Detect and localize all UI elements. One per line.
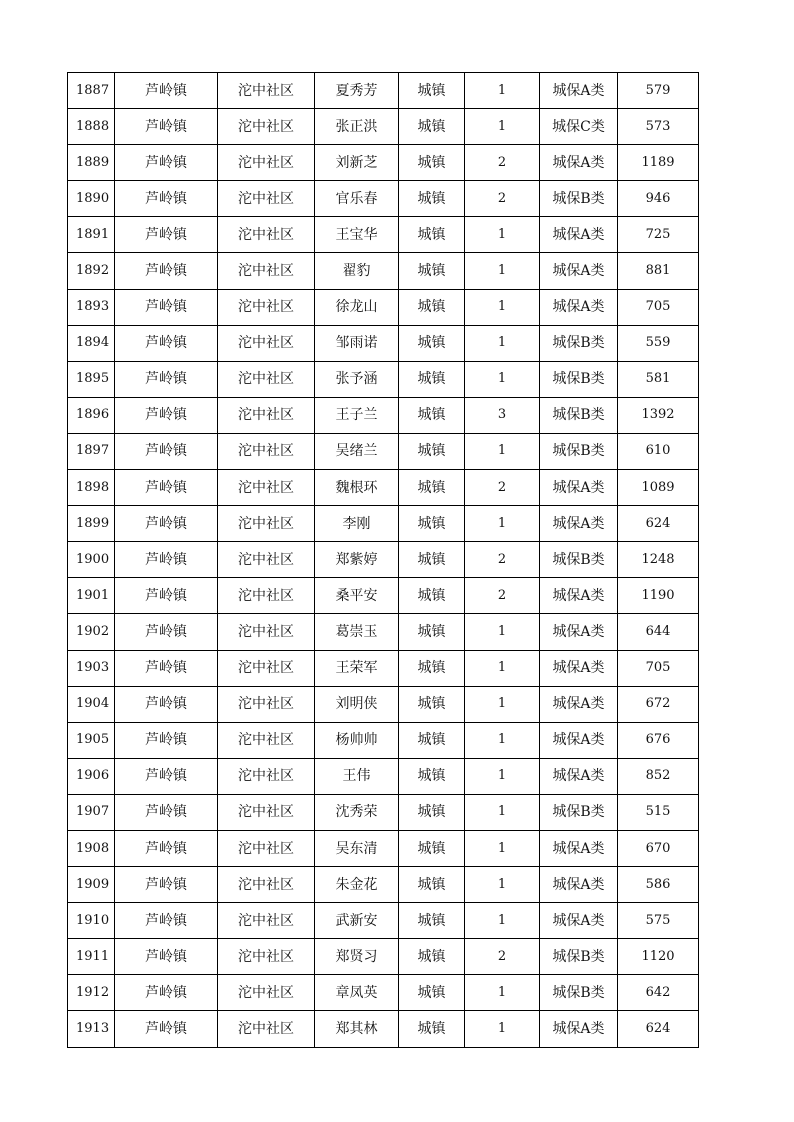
town-cell: 芦岭镇	[115, 542, 218, 578]
area-type-cell: 城镇	[399, 506, 465, 542]
area-type-cell: 城镇	[399, 686, 465, 722]
town-cell: 芦岭镇	[115, 830, 218, 866]
community-cell: 沱中社区	[218, 758, 315, 794]
serial-number-cell: 1898	[68, 470, 115, 506]
household-count-cell: 2	[465, 578, 540, 614]
amount-cell: 881	[618, 253, 699, 289]
community-cell: 沱中社区	[218, 686, 315, 722]
town-cell: 芦岭镇	[115, 361, 218, 397]
serial-number-cell: 1905	[68, 722, 115, 758]
household-count-cell: 1	[465, 73, 540, 109]
amount-cell: 515	[618, 794, 699, 830]
table-row	[68, 506, 699, 542]
town-cell: 芦岭镇	[115, 578, 218, 614]
community-cell: 沱中社区	[218, 830, 315, 866]
person-name-cell: 郑贤习	[315, 939, 399, 975]
amount-cell: 559	[618, 325, 699, 361]
person-name-cell: 武新安	[315, 903, 399, 939]
table-row	[68, 939, 699, 975]
community-cell: 沱中社区	[218, 73, 315, 109]
household-count-cell: 1	[465, 650, 540, 686]
household-count-cell: 2	[465, 145, 540, 181]
area-type-cell: 城镇	[399, 794, 465, 830]
amount-cell: 852	[618, 758, 699, 794]
town-cell: 芦岭镇	[115, 397, 218, 433]
serial-number-cell: 1912	[68, 975, 115, 1011]
person-name-cell: 徐龙山	[315, 289, 399, 325]
category-cell: 城保A类	[540, 145, 618, 181]
category-cell: 城保A类	[540, 650, 618, 686]
category-cell: 城保A类	[540, 506, 618, 542]
area-type-cell: 城镇	[399, 903, 465, 939]
table-row	[68, 650, 699, 686]
category-cell: 城保A类	[540, 217, 618, 253]
town-cell: 芦岭镇	[115, 433, 218, 469]
serial-number-cell: 1906	[68, 758, 115, 794]
amount-cell: 705	[618, 289, 699, 325]
amount-cell: 676	[618, 722, 699, 758]
table-row	[68, 975, 699, 1011]
town-cell: 芦岭镇	[115, 145, 218, 181]
community-cell: 沱中社区	[218, 109, 315, 145]
community-cell: 沱中社区	[218, 794, 315, 830]
table-row	[68, 289, 699, 325]
table-row	[68, 867, 699, 903]
serial-number-cell: 1903	[68, 650, 115, 686]
person-name-cell: 刘明侠	[315, 686, 399, 722]
town-cell: 芦岭镇	[115, 109, 218, 145]
category-cell: 城保B类	[540, 397, 618, 433]
amount-cell: 644	[618, 614, 699, 650]
amount-cell: 624	[618, 506, 699, 542]
area-type-cell: 城镇	[399, 109, 465, 145]
household-count-cell: 2	[465, 181, 540, 217]
category-cell: 城保A类	[540, 1011, 618, 1047]
amount-cell: 1248	[618, 542, 699, 578]
category-cell: 城保A类	[540, 758, 618, 794]
amount-cell: 579	[618, 73, 699, 109]
area-type-cell: 城镇	[399, 289, 465, 325]
person-name-cell: 杨帅帅	[315, 722, 399, 758]
table-body	[68, 73, 699, 1048]
category-cell: 城保A类	[540, 578, 618, 614]
household-count-cell: 1	[465, 867, 540, 903]
category-cell: 城保B类	[540, 542, 618, 578]
table-row	[68, 433, 699, 469]
person-name-cell: 王子兰	[315, 397, 399, 433]
community-cell: 沱中社区	[218, 289, 315, 325]
category-cell: 城保B类	[540, 939, 618, 975]
person-name-cell: 刘新芝	[315, 145, 399, 181]
category-cell: 城保B类	[540, 433, 618, 469]
household-count-cell: 1	[465, 686, 540, 722]
household-count-cell: 1	[465, 325, 540, 361]
table-row	[68, 470, 699, 506]
town-cell: 芦岭镇	[115, 794, 218, 830]
town-cell: 芦岭镇	[115, 650, 218, 686]
town-cell: 芦岭镇	[115, 975, 218, 1011]
category-cell: 城保B类	[540, 181, 618, 217]
person-name-cell: 郑紫婷	[315, 542, 399, 578]
area-type-cell: 城镇	[399, 867, 465, 903]
category-cell: 城保A类	[540, 903, 618, 939]
area-type-cell: 城镇	[399, 578, 465, 614]
amount-cell: 610	[618, 433, 699, 469]
household-count-cell: 1	[465, 903, 540, 939]
household-count-cell: 3	[465, 397, 540, 433]
table-row	[68, 109, 699, 145]
area-type-cell: 城镇	[399, 614, 465, 650]
category-cell: 城保A类	[540, 253, 618, 289]
area-type-cell: 城镇	[399, 433, 465, 469]
serial-number-cell: 1889	[68, 145, 115, 181]
town-cell: 芦岭镇	[115, 867, 218, 903]
person-name-cell: 葛崇玉	[315, 614, 399, 650]
town-cell: 芦岭镇	[115, 73, 218, 109]
serial-number-cell: 1913	[68, 1011, 115, 1047]
table-row	[68, 686, 699, 722]
community-cell: 沱中社区	[218, 253, 315, 289]
household-count-cell: 1	[465, 506, 540, 542]
table-row	[68, 145, 699, 181]
town-cell: 芦岭镇	[115, 758, 218, 794]
amount-cell: 624	[618, 1011, 699, 1047]
serial-number-cell: 1896	[68, 397, 115, 433]
area-type-cell: 城镇	[399, 830, 465, 866]
household-count-cell: 1	[465, 794, 540, 830]
area-type-cell: 城镇	[399, 181, 465, 217]
area-type-cell: 城镇	[399, 361, 465, 397]
community-cell: 沱中社区	[218, 542, 315, 578]
town-cell: 芦岭镇	[115, 939, 218, 975]
person-name-cell: 张予涵	[315, 361, 399, 397]
area-type-cell: 城镇	[399, 650, 465, 686]
table-row	[68, 830, 699, 866]
area-type-cell: 城镇	[399, 939, 465, 975]
person-name-cell: 朱金花	[315, 867, 399, 903]
person-name-cell: 张正洪	[315, 109, 399, 145]
person-name-cell: 王荣军	[315, 650, 399, 686]
table-row	[68, 758, 699, 794]
table-row	[68, 903, 699, 939]
town-cell: 芦岭镇	[115, 181, 218, 217]
serial-number-cell: 1908	[68, 830, 115, 866]
household-count-cell: 1	[465, 433, 540, 469]
town-cell: 芦岭镇	[115, 217, 218, 253]
area-type-cell: 城镇	[399, 470, 465, 506]
serial-number-cell: 1901	[68, 578, 115, 614]
person-name-cell: 李刚	[315, 506, 399, 542]
household-count-cell: 1	[465, 614, 540, 650]
serial-number-cell: 1911	[68, 939, 115, 975]
amount-cell: 725	[618, 217, 699, 253]
person-name-cell: 魏根环	[315, 470, 399, 506]
category-cell: 城保B类	[540, 794, 618, 830]
person-name-cell: 王宝华	[315, 217, 399, 253]
household-count-cell: 1	[465, 217, 540, 253]
table-row	[68, 397, 699, 433]
area-type-cell: 城镇	[399, 73, 465, 109]
person-name-cell: 沈秀荣	[315, 794, 399, 830]
area-type-cell: 城镇	[399, 758, 465, 794]
amount-cell: 670	[618, 830, 699, 866]
table-row	[68, 361, 699, 397]
community-cell: 沱中社区	[218, 181, 315, 217]
serial-number-cell: 1900	[68, 542, 115, 578]
serial-number-cell: 1904	[68, 686, 115, 722]
serial-number-cell: 1902	[68, 614, 115, 650]
amount-cell: 581	[618, 361, 699, 397]
serial-number-cell: 1910	[68, 903, 115, 939]
person-name-cell: 翟豹	[315, 253, 399, 289]
category-cell: 城保A类	[540, 614, 618, 650]
amount-cell: 1392	[618, 397, 699, 433]
amount-cell: 672	[618, 686, 699, 722]
table-row	[68, 794, 699, 830]
category-cell: 城保A类	[540, 867, 618, 903]
town-cell: 芦岭镇	[115, 903, 218, 939]
community-cell: 沱中社区	[218, 650, 315, 686]
serial-number-cell: 1890	[68, 181, 115, 217]
community-cell: 沱中社区	[218, 1011, 315, 1047]
category-cell: 城保A类	[540, 830, 618, 866]
household-count-cell: 1	[465, 722, 540, 758]
community-cell: 沱中社区	[218, 397, 315, 433]
person-name-cell: 吴东清	[315, 830, 399, 866]
amount-cell: 1120	[618, 939, 699, 975]
community-cell: 沱中社区	[218, 470, 315, 506]
town-cell: 芦岭镇	[115, 253, 218, 289]
town-cell: 芦岭镇	[115, 686, 218, 722]
household-count-cell: 1	[465, 109, 540, 145]
household-count-cell: 2	[465, 470, 540, 506]
area-type-cell: 城镇	[399, 217, 465, 253]
community-cell: 沱中社区	[218, 722, 315, 758]
category-cell: 城保A类	[540, 73, 618, 109]
household-count-cell: 2	[465, 542, 540, 578]
community-cell: 沱中社区	[218, 903, 315, 939]
household-count-cell: 1	[465, 975, 540, 1011]
table-row	[68, 325, 699, 361]
serial-number-cell: 1909	[68, 867, 115, 903]
town-cell: 芦岭镇	[115, 506, 218, 542]
table-row	[68, 614, 699, 650]
person-name-cell: 官乐春	[315, 181, 399, 217]
category-cell: 城保A类	[540, 722, 618, 758]
area-type-cell: 城镇	[399, 397, 465, 433]
town-cell: 芦岭镇	[115, 470, 218, 506]
table-row	[68, 542, 699, 578]
area-type-cell: 城镇	[399, 145, 465, 181]
community-cell: 沱中社区	[218, 975, 315, 1011]
community-cell: 沱中社区	[218, 939, 315, 975]
area-type-cell: 城镇	[399, 325, 465, 361]
area-type-cell: 城镇	[399, 975, 465, 1011]
area-type-cell: 城镇	[399, 542, 465, 578]
community-cell: 沱中社区	[218, 867, 315, 903]
serial-number-cell: 1892	[68, 253, 115, 289]
category-cell: 城保B类	[540, 325, 618, 361]
person-name-cell: 郑其林	[315, 1011, 399, 1047]
table-row	[68, 578, 699, 614]
community-cell: 沱中社区	[218, 506, 315, 542]
household-count-cell: 1	[465, 758, 540, 794]
serial-number-cell: 1888	[68, 109, 115, 145]
table-row	[68, 1011, 699, 1047]
amount-cell: 946	[618, 181, 699, 217]
category-cell: 城保B类	[540, 361, 618, 397]
household-count-cell: 1	[465, 1011, 540, 1047]
serial-number-cell: 1899	[68, 506, 115, 542]
area-type-cell: 城镇	[399, 722, 465, 758]
amount-cell: 1190	[618, 578, 699, 614]
community-cell: 沱中社区	[218, 614, 315, 650]
table-row	[68, 181, 699, 217]
household-count-cell: 1	[465, 253, 540, 289]
table-row	[68, 217, 699, 253]
town-cell: 芦岭镇	[115, 614, 218, 650]
household-count-cell: 1	[465, 289, 540, 325]
person-name-cell: 桑平安	[315, 578, 399, 614]
town-cell: 芦岭镇	[115, 289, 218, 325]
amount-cell: 573	[618, 109, 699, 145]
household-count-cell: 2	[465, 939, 540, 975]
community-cell: 沱中社区	[218, 433, 315, 469]
area-type-cell: 城镇	[399, 253, 465, 289]
table-row	[68, 73, 699, 109]
category-cell: 城保B类	[540, 975, 618, 1011]
roster-table	[67, 72, 699, 1048]
community-cell: 沱中社区	[218, 325, 315, 361]
person-name-cell: 王伟	[315, 758, 399, 794]
town-cell: 芦岭镇	[115, 722, 218, 758]
community-cell: 沱中社区	[218, 217, 315, 253]
amount-cell: 1089	[618, 470, 699, 506]
serial-number-cell: 1887	[68, 73, 115, 109]
category-cell: 城保C类	[540, 109, 618, 145]
household-count-cell: 1	[465, 361, 540, 397]
person-name-cell: 夏秀芳	[315, 73, 399, 109]
amount-cell: 586	[618, 867, 699, 903]
community-cell: 沱中社区	[218, 145, 315, 181]
serial-number-cell: 1897	[68, 433, 115, 469]
table-row	[68, 722, 699, 758]
category-cell: 城保A类	[540, 289, 618, 325]
area-type-cell: 城镇	[399, 1011, 465, 1047]
town-cell: 芦岭镇	[115, 325, 218, 361]
person-name-cell: 邹雨诺	[315, 325, 399, 361]
serial-number-cell: 1894	[68, 325, 115, 361]
amount-cell: 575	[618, 903, 699, 939]
amount-cell: 1189	[618, 145, 699, 181]
serial-number-cell: 1907	[68, 794, 115, 830]
community-cell: 沱中社区	[218, 578, 315, 614]
household-count-cell: 1	[465, 830, 540, 866]
town-cell: 芦岭镇	[115, 1011, 218, 1047]
category-cell: 城保A类	[540, 686, 618, 722]
table-row	[68, 253, 699, 289]
amount-cell: 642	[618, 975, 699, 1011]
serial-number-cell: 1895	[68, 361, 115, 397]
person-name-cell: 章凤英	[315, 975, 399, 1011]
serial-number-cell: 1891	[68, 217, 115, 253]
person-name-cell: 吴绪兰	[315, 433, 399, 469]
amount-cell: 705	[618, 650, 699, 686]
community-cell: 沱中社区	[218, 361, 315, 397]
category-cell: 城保A类	[540, 470, 618, 506]
serial-number-cell: 1893	[68, 289, 115, 325]
